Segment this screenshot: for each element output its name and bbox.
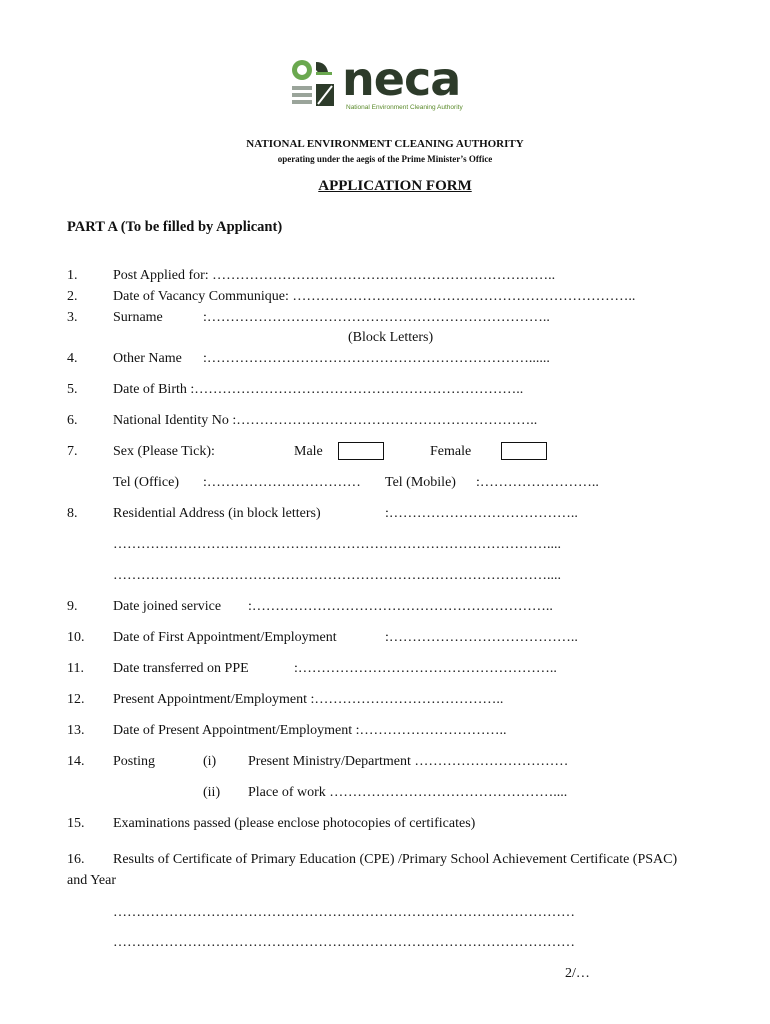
form-title: APPLICATION FORM xyxy=(318,178,472,194)
present-ministry-field[interactable]: Present Ministry/Department …………………………… xyxy=(248,754,569,769)
sex-label: Sex (Please Tick): xyxy=(113,444,215,459)
female-label: Female xyxy=(430,444,472,459)
field-number: 6. xyxy=(67,413,78,428)
field-number: 8. xyxy=(67,506,78,521)
cpe-results-label: Results of Certificate of Primary Education (CPE) /Primary School Achievement Certificate (PSAC) xyxy=(113,852,678,867)
present-appointment-date-field[interactable]: Date of Present Appointment/Employment :………………………….. xyxy=(113,723,507,738)
national-identity-field[interactable]: National Identity No :……………………………………………………….. xyxy=(113,413,538,428)
page-continuation-marker: 2/… xyxy=(565,966,590,981)
neca-logo xyxy=(290,52,490,118)
date-joined-label: Date joined service xyxy=(113,599,222,614)
posting-item-marker: (ii) xyxy=(203,785,221,800)
present-appointment-field[interactable]: Present Appointment/Employment :………………………………….. xyxy=(113,692,504,707)
vacancy-communique-date-field[interactable]: Date of Vacancy Communique: ……………………………………………………………….. xyxy=(113,289,636,304)
field-number: 7. xyxy=(67,444,78,459)
neca-emblem-icon xyxy=(290,58,340,110)
field-number: 4. xyxy=(67,351,78,366)
residential-address-label: Residential Address (in block letters) xyxy=(113,506,321,521)
tel-mobile-label: Tel (Mobile) xyxy=(385,475,456,490)
field-number: 16. xyxy=(67,852,85,867)
examinations-label: Examinations passed (please enclose photocopies of certificates) xyxy=(113,816,476,831)
first-appointment-field[interactable]: :………………………………….. xyxy=(385,630,578,645)
posting-item-marker: (i) xyxy=(203,754,217,769)
male-label: Male xyxy=(294,444,323,459)
field-number: 14. xyxy=(67,754,85,769)
post-applied-field[interactable]: Post Applied for: ……………………………………………………………….. xyxy=(113,268,556,283)
field-number: 1. xyxy=(67,268,78,283)
logo-tagline: National Environment Cleaning Authority xyxy=(346,104,463,111)
field-number: 12. xyxy=(67,692,85,707)
residential-address-field[interactable]: :………………………………….. xyxy=(385,506,578,521)
first-appointment-label: Date of First Appointment/Employment xyxy=(113,630,337,645)
organization-subtitle: operating under the aegis of the Prime Minister’s Office xyxy=(277,154,493,164)
field-number: 3. xyxy=(67,310,78,325)
field-number: 5. xyxy=(67,382,78,397)
address-line[interactable]: ………………………………………………………………………………….... xyxy=(113,568,561,583)
field-number: 2. xyxy=(67,289,78,304)
results-line[interactable]: ……………………………………………………………………………………… xyxy=(113,905,575,920)
other-name-field[interactable]: :……………………………………………………………...... xyxy=(203,351,550,366)
date-transferred-field[interactable]: :……………………………………………….. xyxy=(294,661,557,676)
date-of-birth-field[interactable]: Date of Birth :…………………………………………………………….. xyxy=(113,382,524,397)
field-number: 13. xyxy=(67,723,85,738)
surname-field[interactable]: :……………………………………………………………….. xyxy=(203,310,550,325)
male-tick-box[interactable] xyxy=(338,442,384,460)
date-joined-field[interactable]: :……………………………………………………….. xyxy=(248,599,553,614)
surname-label: Surname xyxy=(113,310,163,325)
organization-name: NATIONAL ENVIRONMENT CLEANING AUTHORITY xyxy=(246,138,524,150)
block-letters-note: (Block Letters) xyxy=(348,330,434,345)
results-line[interactable]: ……………………………………………………………………………………… xyxy=(113,935,575,950)
field-number: 15. xyxy=(67,816,85,831)
field-number: 11. xyxy=(67,661,84,676)
tel-office-label: Tel (Office) xyxy=(113,475,180,490)
logo-wordmark: neca xyxy=(342,52,461,106)
tel-office-field[interactable]: :…………………………… xyxy=(203,475,361,490)
field-number: 10. xyxy=(67,630,85,645)
other-name-label: Other Name xyxy=(113,351,182,366)
place-of-work-field[interactable]: Place of work ………………………………………….... xyxy=(248,785,568,800)
cpe-results-label-continued: and Year xyxy=(67,873,116,888)
date-transferred-label: Date transferred on PPE xyxy=(113,661,249,676)
female-tick-box[interactable] xyxy=(501,442,547,460)
address-line[interactable]: ………………………………………………………………………………….... xyxy=(113,537,561,552)
tel-mobile-field[interactable]: :…………………….. xyxy=(476,475,599,490)
field-number: 9. xyxy=(67,599,78,614)
posting-label: Posting xyxy=(113,754,156,769)
part-title: PART A (To be filled by Applicant) xyxy=(67,219,283,235)
